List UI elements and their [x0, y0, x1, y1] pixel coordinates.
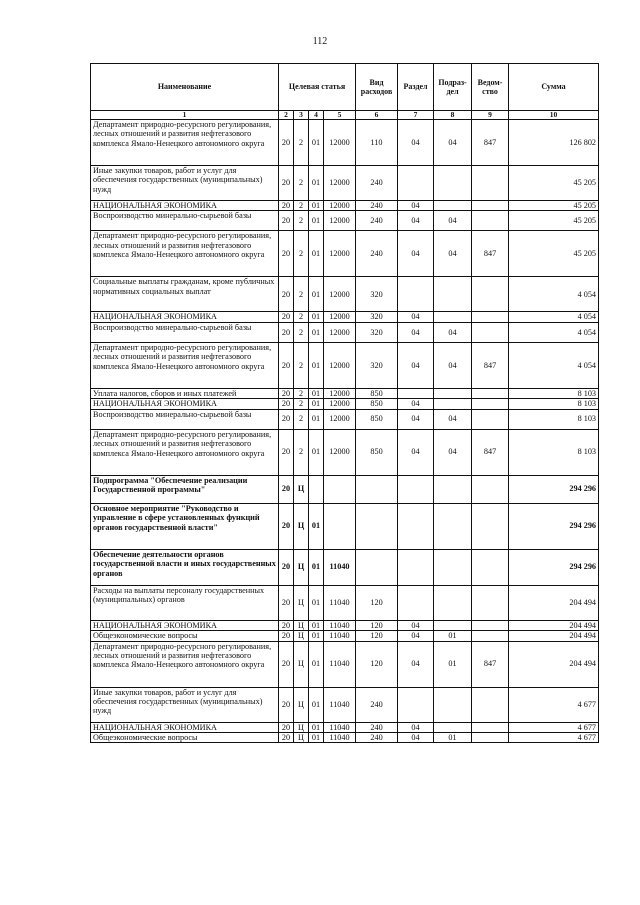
target-part4-cell: 11040 — [324, 631, 356, 641]
table-row — [91, 201, 599, 211]
header-expense-type: Вид расходов — [356, 64, 398, 111]
sum-cell: 4 054 — [509, 277, 599, 312]
section-cell — [398, 166, 434, 201]
department-cell — [472, 166, 509, 201]
target-part2-cell: 2 — [294, 399, 309, 409]
column-number-cell: 5 — [324, 111, 356, 120]
subsection-cell: 04 — [434, 429, 472, 475]
column-number-cell: 7 — [398, 111, 434, 120]
section-cell: 04 — [398, 201, 434, 211]
name-cell: Социальные выплаты гражданам, кроме публичных нормативных социальных выплат — [91, 277, 279, 312]
target-part3-cell: 01 — [309, 732, 324, 742]
target-part1-cell: 20 — [279, 388, 294, 398]
department-cell — [472, 585, 509, 620]
target-part1-cell: 20 — [279, 277, 294, 312]
name-cell: Воспроизводство минерально-сырьевой базы — [91, 211, 279, 231]
sum-cell: 8 103 — [509, 388, 599, 398]
table-row — [91, 120, 599, 166]
target-part1-cell: 20 — [279, 475, 294, 503]
section-cell: 04 — [398, 322, 434, 342]
target-part4-cell: 11040 — [324, 585, 356, 620]
target-part1-cell: 20 — [279, 211, 294, 231]
subsection-cell: 04 — [434, 409, 472, 429]
sum-cell: 45 205 — [509, 231, 599, 277]
table-row — [91, 211, 599, 231]
sum-cell: 45 205 — [509, 201, 599, 211]
name-cell: Воспроизводство минерально-сырьевой базы — [91, 409, 279, 429]
sum-cell: 204 494 — [509, 620, 599, 630]
name-cell: Департамент природно-ресурсного регулирования, лесных отношений и развития нефтегазового комплекса Ямало-Ненецкого автономного округа — [91, 342, 279, 388]
target-part4-cell: 12000 — [324, 166, 356, 201]
department-cell — [472, 312, 509, 322]
sum-cell: 294 296 — [509, 503, 599, 549]
target-part4-cell: 11040 — [324, 687, 356, 722]
sum-cell: 4 677 — [509, 722, 599, 732]
department-cell — [472, 277, 509, 312]
target-part3-cell: 01 — [309, 201, 324, 211]
sum-cell: 294 296 — [509, 549, 599, 585]
target-part4-cell: 12000 — [324, 277, 356, 312]
expense-type-cell: 240 — [356, 166, 398, 201]
column-number-row — [91, 111, 599, 120]
expense-type-cell — [356, 549, 398, 585]
table-row — [91, 687, 599, 722]
expense-type-cell: 120 — [356, 641, 398, 687]
target-part3-cell: 01 — [309, 231, 324, 277]
column-number-cell: 2 — [279, 111, 294, 120]
column-number-cell: 3 — [294, 111, 309, 120]
subsection-cell — [434, 277, 472, 312]
subsection-cell — [434, 388, 472, 398]
target-part3-cell: 01 — [309, 312, 324, 322]
sum-cell: 4 054 — [509, 312, 599, 322]
target-part2-cell: Ц — [294, 687, 309, 722]
subsection-cell — [434, 549, 472, 585]
target-part4-cell: 12000 — [324, 409, 356, 429]
section-cell: 04 — [398, 312, 434, 322]
target-part3-cell: 01 — [309, 429, 324, 475]
subsection-cell: 04 — [434, 120, 472, 166]
expense-type-cell: 240 — [356, 231, 398, 277]
name-cell: НАЦИОНАЛЬНАЯ ЭКОНОМИКА — [91, 312, 279, 322]
target-part4-cell: 11040 — [324, 641, 356, 687]
target-part3-cell: 01 — [309, 620, 324, 630]
expense-type-cell: 120 — [356, 631, 398, 641]
target-part4-cell: 11040 — [324, 722, 356, 732]
subsection-cell — [434, 399, 472, 409]
table-row — [91, 585, 599, 620]
expense-type-cell: 240 — [356, 722, 398, 732]
header-section: Раздел — [398, 64, 434, 111]
department-cell: 847 — [472, 231, 509, 277]
target-part2-cell: Ц — [294, 732, 309, 742]
target-part1-cell: 20 — [279, 549, 294, 585]
column-number-cell: 6 — [356, 111, 398, 120]
target-part1-cell: 20 — [279, 641, 294, 687]
target-part1-cell: 20 — [279, 409, 294, 429]
subsection-cell: 04 — [434, 211, 472, 231]
department-cell: 847 — [472, 120, 509, 166]
department-cell — [472, 399, 509, 409]
sum-cell: 8 103 — [509, 409, 599, 429]
department-cell — [472, 620, 509, 630]
subsection-cell — [434, 585, 472, 620]
sum-cell: 4 054 — [509, 322, 599, 342]
table-row — [91, 429, 599, 475]
column-number-cell: 9 — [472, 111, 509, 120]
target-part2-cell: Ц — [294, 549, 309, 585]
target-part3-cell: 01 — [309, 549, 324, 585]
table-row — [91, 620, 599, 630]
expense-type-cell: 320 — [356, 342, 398, 388]
target-part3-cell: 01 — [309, 120, 324, 166]
target-part3-cell — [309, 475, 324, 503]
department-cell — [472, 549, 509, 585]
target-part2-cell: 2 — [294, 409, 309, 429]
target-part2-cell: 2 — [294, 388, 309, 398]
table-row — [91, 641, 599, 687]
expense-type-cell: 120 — [356, 585, 398, 620]
expense-type-cell: 850 — [356, 429, 398, 475]
section-cell: 04 — [398, 399, 434, 409]
target-part3-cell: 01 — [309, 277, 324, 312]
department-cell — [472, 322, 509, 342]
subsection-cell: 01 — [434, 732, 472, 742]
subsection-cell — [434, 503, 472, 549]
sum-cell: 45 205 — [509, 211, 599, 231]
name-cell: Воспроизводство минерально-сырьевой базы — [91, 322, 279, 342]
name-cell: Иные закупки товаров, работ и услуг для обеспечения государственных (муниципальных) нужд — [91, 166, 279, 201]
target-part3-cell: 01 — [309, 409, 324, 429]
department-cell — [472, 201, 509, 211]
expense-type-cell: 240 — [356, 211, 398, 231]
table-row — [91, 231, 599, 277]
section-cell: 04 — [398, 722, 434, 732]
department-cell — [472, 409, 509, 429]
name-cell: Департамент природно-ресурсного регулирования, лесных отношений и развития нефтегазового комплекса Ямало-Ненецкого автономного округа — [91, 231, 279, 277]
header-name: Наименование — [91, 64, 279, 111]
table-row — [91, 166, 599, 201]
name-cell: НАЦИОНАЛЬНАЯ ЭКОНОМИКА — [91, 399, 279, 409]
name-cell: Расходы на выплаты персоналу государственных (муниципальных) органов — [91, 585, 279, 620]
target-part3-cell: 01 — [309, 631, 324, 641]
target-part4-cell: 12000 — [324, 120, 356, 166]
target-part3-cell: 01 — [309, 641, 324, 687]
expense-type-cell: 850 — [356, 399, 398, 409]
target-part1-cell: 20 — [279, 620, 294, 630]
page-number: 112 — [312, 36, 328, 47]
header-subsection: Подраз-дел — [434, 64, 472, 111]
expense-type-cell: 320 — [356, 312, 398, 322]
section-cell: 04 — [398, 211, 434, 231]
table-row — [91, 388, 599, 398]
target-part3-cell: 01 — [309, 166, 324, 201]
column-number-cell: 4 — [309, 111, 324, 120]
name-cell: Общеэкономические вопросы — [91, 631, 279, 641]
section-cell — [398, 475, 434, 503]
section-cell — [398, 687, 434, 722]
target-part4-cell: 11040 — [324, 620, 356, 630]
section-cell: 04 — [398, 631, 434, 641]
sum-cell: 204 494 — [509, 641, 599, 687]
subsection-cell: 04 — [434, 342, 472, 388]
target-part3-cell: 01 — [309, 322, 324, 342]
expense-type-cell — [356, 475, 398, 503]
table-row — [91, 277, 599, 312]
target-part2-cell: 2 — [294, 231, 309, 277]
section-cell: 04 — [398, 409, 434, 429]
target-part1-cell: 20 — [279, 732, 294, 742]
section-cell — [398, 503, 434, 549]
target-part1-cell: 20 — [279, 503, 294, 549]
section-cell — [398, 388, 434, 398]
target-part3-cell: 01 — [309, 722, 324, 732]
budget-table — [90, 63, 599, 743]
sum-cell: 204 494 — [509, 585, 599, 620]
department-cell — [472, 388, 509, 398]
subsection-cell — [434, 722, 472, 732]
target-part1-cell: 20 — [279, 120, 294, 166]
sum-cell: 8 103 — [509, 399, 599, 409]
target-part1-cell: 20 — [279, 342, 294, 388]
department-cell: 847 — [472, 429, 509, 475]
target-part1-cell: 20 — [279, 585, 294, 620]
target-part2-cell: 2 — [294, 322, 309, 342]
target-part2-cell: 2 — [294, 211, 309, 231]
target-part2-cell: Ц — [294, 641, 309, 687]
target-part4-cell: 12000 — [324, 429, 356, 475]
section-cell: 04 — [398, 231, 434, 277]
header-target-article: Целевая статья — [279, 64, 356, 111]
table-row — [91, 399, 599, 409]
table-row — [91, 732, 599, 742]
subsection-cell — [434, 687, 472, 722]
target-part2-cell: 2 — [294, 342, 309, 388]
name-cell: Обеспечение деятельности органов государственной власти и иных государственных органов — [91, 549, 279, 585]
subsection-cell — [434, 475, 472, 503]
sum-cell: 4 054 — [509, 342, 599, 388]
name-cell: Общеэкономические вопросы — [91, 732, 279, 742]
target-part1-cell: 20 — [279, 631, 294, 641]
header-department: Ведом-ство — [472, 64, 509, 111]
name-cell: Основное мероприятие "Руководство и управление в сфере установленных функций органов государственной власти" — [91, 503, 279, 549]
target-part4-cell: 12000 — [324, 399, 356, 409]
target-part2-cell: 2 — [294, 277, 309, 312]
target-part2-cell: Ц — [294, 585, 309, 620]
table-row — [91, 322, 599, 342]
table-row — [91, 549, 599, 585]
name-cell: НАЦИОНАЛЬНАЯ ЭКОНОМИКА — [91, 620, 279, 630]
section-cell: 04 — [398, 429, 434, 475]
sum-cell: 126 802 — [509, 120, 599, 166]
name-cell: Департамент природно-ресурсного регулирования, лесных отношений и развития нефтегазового комплекса Ямало-Ненецкого автономного округа — [91, 120, 279, 166]
target-part1-cell: 20 — [279, 429, 294, 475]
name-cell: Подпрограмма "Обеспечение реализации Государственной программы" — [91, 475, 279, 503]
expense-type-cell — [356, 503, 398, 549]
section-cell: 04 — [398, 620, 434, 630]
target-part2-cell: Ц — [294, 503, 309, 549]
subsection-cell — [434, 201, 472, 211]
section-cell: 04 — [398, 641, 434, 687]
target-part1-cell: 20 — [279, 231, 294, 277]
name-cell: Уплата налогов, сборов и иных платежей — [91, 388, 279, 398]
target-part2-cell: Ц — [294, 475, 309, 503]
section-cell — [398, 585, 434, 620]
subsection-cell: 04 — [434, 322, 472, 342]
target-part2-cell: 2 — [294, 429, 309, 475]
sum-cell: 8 103 — [509, 429, 599, 475]
name-cell: НАЦИОНАЛЬНАЯ ЭКОНОМИКА — [91, 201, 279, 211]
table-row — [91, 475, 599, 503]
expense-type-cell: 850 — [356, 388, 398, 398]
target-part1-cell: 20 — [279, 722, 294, 732]
section-cell: 04 — [398, 732, 434, 742]
target-part3-cell: 01 — [309, 503, 324, 549]
target-part4-cell: 12000 — [324, 322, 356, 342]
subsection-cell — [434, 312, 472, 322]
target-part1-cell: 20 — [279, 201, 294, 211]
target-part4-cell: 12000 — [324, 211, 356, 231]
sum-cell: 45 205 — [509, 166, 599, 201]
department-cell — [472, 732, 509, 742]
expense-type-cell: 120 — [356, 620, 398, 630]
department-cell: 847 — [472, 641, 509, 687]
target-part1-cell: 20 — [279, 312, 294, 322]
subsection-cell — [434, 620, 472, 630]
target-part4-cell: 12000 — [324, 312, 356, 322]
target-part4-cell: 12000 — [324, 231, 356, 277]
table-row — [91, 722, 599, 732]
target-part4-cell: 12000 — [324, 388, 356, 398]
name-cell: Иные закупки товаров, работ и услуг для обеспечения государственных (муниципальных) нужд — [91, 687, 279, 722]
department-cell — [472, 722, 509, 732]
header-sum: Сумма — [509, 64, 599, 111]
target-part3-cell: 01 — [309, 399, 324, 409]
target-part3-cell: 01 — [309, 211, 324, 231]
target-part2-cell: Ц — [294, 631, 309, 641]
expense-type-cell: 240 — [356, 687, 398, 722]
expense-type-cell: 320 — [356, 322, 398, 342]
department-cell — [472, 631, 509, 641]
target-part2-cell: 2 — [294, 166, 309, 201]
department-cell — [472, 687, 509, 722]
target-part1-cell: 20 — [279, 322, 294, 342]
target-part4-cell: 11040 — [324, 732, 356, 742]
sum-cell: 294 296 — [509, 475, 599, 503]
target-part1-cell: 20 — [279, 687, 294, 722]
column-number-cell: 8 — [434, 111, 472, 120]
column-number-cell: 1 — [91, 111, 279, 120]
expense-type-cell: 320 — [356, 277, 398, 312]
name-cell: Департамент природно-ресурсного регулирования, лесных отношений и развития нефтегазового комплекса Ямало-Ненецкого автономного округа — [91, 641, 279, 687]
section-cell — [398, 549, 434, 585]
expense-type-cell: 240 — [356, 732, 398, 742]
target-part4-cell — [324, 475, 356, 503]
section-cell: 04 — [398, 120, 434, 166]
subsection-cell: 01 — [434, 641, 472, 687]
table-row — [91, 503, 599, 549]
table-row — [91, 631, 599, 641]
target-part2-cell: 2 — [294, 120, 309, 166]
section-cell — [398, 277, 434, 312]
target-part4-cell — [324, 503, 356, 549]
sum-cell: 204 494 — [509, 631, 599, 641]
target-part2-cell: 2 — [294, 201, 309, 211]
name-cell: НАЦИОНАЛЬНАЯ ЭКОНОМИКА — [91, 722, 279, 732]
target-part4-cell: 12000 — [324, 201, 356, 211]
table-row — [91, 409, 599, 429]
department-cell — [472, 475, 509, 503]
sum-cell: 4 677 — [509, 687, 599, 722]
section-cell: 04 — [398, 342, 434, 388]
sum-cell: 4 677 — [509, 732, 599, 742]
table-row — [91, 312, 599, 322]
expense-type-cell: 110 — [356, 120, 398, 166]
table-body — [91, 120, 599, 743]
target-part3-cell: 01 — [309, 687, 324, 722]
subsection-cell — [434, 166, 472, 201]
column-number-cell: 10 — [509, 111, 599, 120]
header-row — [91, 64, 599, 111]
target-part2-cell: Ц — [294, 722, 309, 732]
subsection-cell: 01 — [434, 631, 472, 641]
expense-type-cell: 240 — [356, 201, 398, 211]
target-part4-cell: 12000 — [324, 342, 356, 388]
target-part2-cell: Ц — [294, 620, 309, 630]
target-part3-cell: 01 — [309, 342, 324, 388]
department-cell — [472, 211, 509, 231]
department-cell — [472, 503, 509, 549]
target-part3-cell: 01 — [309, 585, 324, 620]
target-part2-cell: 2 — [294, 312, 309, 322]
name-cell: Департамент природно-ресурсного регулирования, лесных отношений и развития нефтегазового комплекса Ямало-Ненецкого автономного округа — [91, 429, 279, 475]
target-part4-cell: 11040 — [324, 549, 356, 585]
target-part1-cell: 20 — [279, 166, 294, 201]
table-row — [91, 342, 599, 388]
target-part3-cell: 01 — [309, 388, 324, 398]
expense-type-cell: 850 — [356, 409, 398, 429]
subsection-cell: 04 — [434, 231, 472, 277]
target-part1-cell: 20 — [279, 399, 294, 409]
department-cell: 847 — [472, 342, 509, 388]
